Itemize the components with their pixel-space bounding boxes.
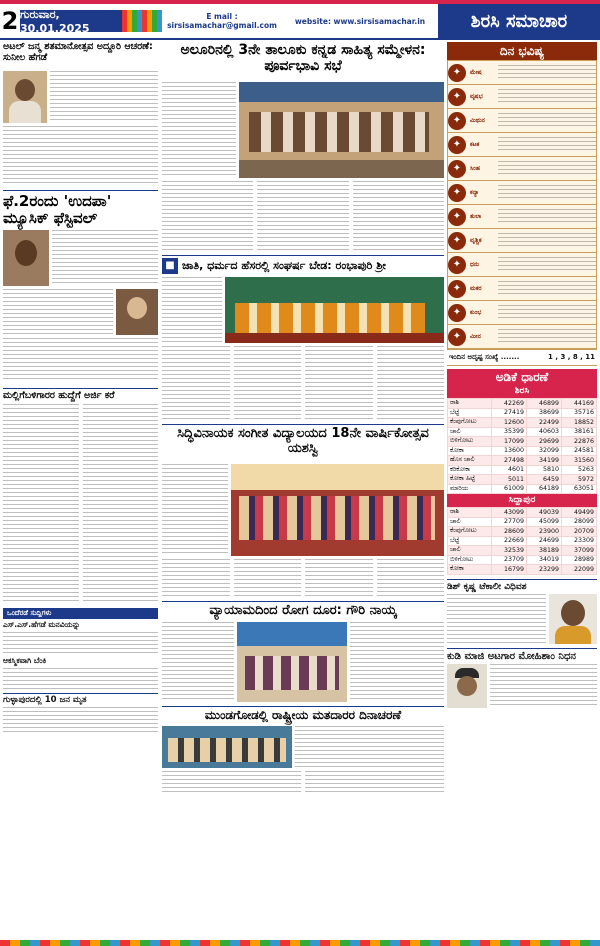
zodiac-name: ಕನ್ಯಾ [470, 188, 479, 196]
center-column [162, 42, 444, 938]
horoscope-text [498, 329, 596, 345]
rate-value: 35399 [492, 427, 527, 437]
zodiac-icon: ✦ [448, 160, 466, 178]
rate-value: 29699 [527, 437, 562, 447]
zodiac-name: ಮೀನ [470, 332, 481, 340]
headline-marker-icon: ■ [162, 258, 178, 274]
article-text [162, 559, 230, 597]
article-text [447, 594, 546, 644]
rate-value: 5263 [562, 465, 597, 475]
health-event-photo [237, 622, 347, 702]
article-text [3, 289, 113, 335]
variety-name: ಬಿಳಿಗೋಟು [448, 555, 492, 565]
right-column [447, 42, 597, 938]
article-text [83, 404, 159, 604]
article-text [162, 181, 253, 251]
article-text [3, 668, 158, 690]
horoscope-row [448, 109, 596, 133]
rate-value: 35716 [562, 408, 597, 418]
rate-value: 38699 [527, 408, 562, 418]
voters-day-photo [162, 726, 292, 768]
horoscope-row [448, 85, 596, 109]
horoscope-text [498, 89, 596, 105]
article-text [162, 82, 236, 178]
rambhapuri-headline: ಜಾತಿ, ಧರ್ಮದ ಹೆಸರಲ್ಲಿ ಸಂಘರ್ಷ ಬೇಡ: ರಂಭಾಪುರಿ ಶ್ರೀ [182, 258, 386, 272]
website-address: website: www.sirsisamachar.in [294, 16, 426, 26]
rate-value: 12600 [492, 418, 527, 428]
horoscope-text [498, 233, 596, 249]
masthead [0, 4, 600, 40]
rate-row [448, 418, 597, 428]
vyayama-headline: ವ್ಯಾಯಾಮದಿಂದ ರೋಗ ದೂರ: ಗೌರಿ ನಾಯ್ಕ [162, 601, 444, 619]
horoscope-row [448, 133, 596, 157]
horoscope-row [448, 157, 596, 181]
rate-row [448, 427, 597, 437]
rate-value: 27419 [492, 408, 527, 418]
article-text [295, 726, 444, 768]
rate-value: 24699 [527, 536, 562, 546]
musician-photo [116, 289, 158, 335]
article-text [305, 346, 373, 420]
zodiac-icon: ✦ [448, 208, 466, 226]
variety-name: ರಾಶಿ [448, 508, 492, 518]
horoscope-text [498, 113, 596, 129]
rate-value: 49039 [527, 508, 562, 518]
rate-value: 23299 [527, 565, 562, 575]
anniversary-stage-photo [231, 464, 444, 556]
article-text [234, 559, 302, 597]
siddapur-rates-table [447, 507, 597, 575]
zodiac-icon: ✦ [448, 280, 466, 298]
horoscope-row [448, 181, 596, 205]
article-text [234, 346, 302, 420]
rate-value: 24581 [562, 446, 597, 456]
zodiac-name: ವೃಷಭ [470, 92, 483, 100]
atal-headline: ಅಟಲ್ ಜನ್ಮ ಶತಮಾನೋತ್ಸವ ಅದ್ದೂರಿ ಆಚರಣೆ: ಸುನೀಲ ಹೆಗಡೆ [3, 41, 153, 63]
obituary-photo [549, 594, 597, 644]
rate-value: 32539 [492, 546, 527, 556]
rate-row [448, 546, 597, 556]
zodiac-name: ವೃಶ್ಚಿಕ [470, 236, 482, 244]
zodiac-icon: ✦ [448, 88, 466, 106]
rate-value: 49499 [562, 508, 597, 518]
article-text [3, 338, 158, 382]
rate-value: 61009 [492, 484, 527, 494]
variety-name: ಬೆಟ್ಟೆ [448, 408, 492, 418]
brief-headline: ಎಸ್.ಎಸ್.ಹೆಗಡೆ ಮನವಿಯನ್ನು [3, 620, 81, 630]
zodiac-icon: ✦ [448, 304, 466, 322]
article-text [377, 559, 445, 597]
page-number: 2 [1, 7, 19, 35]
rate-value: 27498 [492, 456, 527, 466]
horoscope-row [448, 253, 596, 277]
rate-row [448, 465, 597, 475]
left-column [3, 42, 158, 938]
rate-row [448, 446, 597, 456]
article-text [305, 771, 444, 795]
rate-row [448, 527, 597, 537]
arecanut-rates-title: ಅಡಿಕೆ ಧಾರಣೆ [447, 369, 597, 385]
rate-value: 28989 [562, 555, 597, 565]
rate-value: 64189 [527, 484, 562, 494]
sirsi-rates-table [447, 398, 597, 494]
horoscope-row [448, 229, 596, 253]
zodiac-name: ಸಿಂಹ [470, 164, 481, 172]
rate-value: 44169 [562, 399, 597, 409]
obituary-headline: ಡಿಶ್ ಕೃಷ್ಣ ಟೆಕಾಲೀ ವಿಧಿವಶ [447, 579, 597, 592]
article-text [377, 346, 445, 420]
zodiac-icon: ✦ [448, 136, 466, 154]
article-text [353, 181, 444, 251]
swamiji-event-photo [225, 277, 444, 343]
rate-value: 38189 [527, 546, 562, 556]
rate-value: 5972 [562, 475, 597, 485]
rate-value: 5810 [527, 465, 562, 475]
rate-value: 28609 [492, 527, 527, 537]
zodiac-name: ಮಿಥುನ [470, 116, 485, 124]
lucky-label: ಇಂದಿನ ಅದೃಷ್ಟ ಸಂಖ್ಯೆ ....... [449, 353, 520, 361]
rate-value: 13600 [492, 446, 527, 456]
horoscope-text [498, 185, 596, 201]
sirsi-market-label: ಶಿರಸಿ [447, 385, 597, 398]
article-text [3, 404, 79, 604]
horoscope-text [498, 209, 596, 225]
brief-headline: ಆಕಸ್ಮಿಕವಾಗಿ ಬೆಂಕಿ [3, 656, 47, 666]
zodiac-icon: ✦ [448, 112, 466, 130]
horoscope-list [447, 60, 597, 350]
rate-value: 18852 [562, 418, 597, 428]
zodiac-name: ಮೇಷ [470, 68, 482, 76]
zodiac-icon: ✦ [448, 184, 466, 202]
horoscope-text [498, 305, 596, 321]
variety-name: ಕರಿಕೋಕಾ [448, 465, 492, 475]
horoscope-row [448, 61, 596, 85]
lucky-numbers: 1 , 3 , 8 , 11 [548, 353, 595, 361]
udapa-headline: ಫೆ.2ರಂದು 'ಉದಪಾ' ಮ್ಯೂಸಿಕ್ ಫೆಸ್ಟಿವಲ್ [3, 190, 158, 228]
variety-name: ಮಾರಿಯ [448, 484, 492, 494]
variety-name: ಚಾಲಿ [448, 517, 492, 527]
rate-value: 5011 [492, 475, 527, 485]
zodiac-icon: ✦ [448, 328, 466, 346]
bottom-color-strip [0, 940, 600, 946]
article-text [162, 771, 301, 795]
horoscope-text [498, 65, 596, 81]
rate-value: 22669 [492, 536, 527, 546]
rate-value: 46899 [527, 399, 562, 409]
zodiac-name: ಕಟಕ [470, 140, 480, 148]
rate-value: 23709 [492, 555, 527, 565]
rate-row [448, 456, 597, 466]
rate-value: 42269 [492, 399, 527, 409]
sangeetha-headline: ಸಿದ್ಧಿವಿನಾಯಕ ಸಂಗೀತ ವಿದ್ಯಾಲಯದ 18ನೇ ವಾರ್ಷಿಕೋತ್ಸವ ಯಶಸ್ವಿ [162, 424, 444, 464]
horoscope-row [448, 205, 596, 229]
article-text [162, 464, 228, 556]
variety-name: ಚಾಲಿ [448, 427, 492, 437]
zodiac-name: ಮಕರ [470, 284, 482, 292]
article-text [350, 622, 444, 702]
rate-row [448, 408, 597, 418]
rate-value: 37099 [562, 546, 597, 556]
horoscope-text [498, 281, 596, 297]
variety-name: ಬಿಳಿಗೋಟು [448, 437, 492, 447]
rate-value: 6459 [527, 475, 562, 485]
rate-row [448, 555, 597, 565]
article-text [490, 664, 597, 708]
zodiac-name: ತುಲಾ [470, 212, 482, 220]
rate-row [448, 565, 597, 575]
color-stripes [122, 10, 162, 32]
zodiac-icon: ✦ [448, 256, 466, 274]
newspaper-brand: ಶಿರಸಿ ಸಮಾಚಾರ [438, 4, 600, 38]
article-text [3, 632, 158, 654]
horoscope-text [498, 257, 596, 273]
variety-name: ಕೋಕಾ [448, 565, 492, 575]
horoscope-text [498, 137, 596, 153]
briefs-bar: ಒಂದೆರಡೆ ಸುದ್ದಿಗಳು [3, 608, 158, 619]
article-text [162, 277, 222, 343]
article-text [52, 230, 158, 286]
variety-name: ಕೋಕಾ ಹಿಟ್ಟೆ [448, 475, 492, 485]
rate-value: 17099 [492, 437, 527, 447]
rate-value: 31560 [562, 456, 597, 466]
rate-value: 23309 [562, 536, 597, 546]
zodiac-icon: ✦ [448, 64, 466, 82]
rate-row [448, 484, 597, 494]
obituary2-headline: ಕುಡಿ ಮಾಜಿ ಅಟಗಾರ ಮೋಹಿಶಾಂ ನಿಧನ [447, 648, 597, 663]
article-text [305, 559, 373, 597]
horoscope-text [498, 161, 596, 177]
rate-value: 38161 [562, 427, 597, 437]
rate-value: 28099 [562, 517, 597, 527]
rate-value: 43099 [492, 508, 527, 518]
lucky-number-row [447, 350, 597, 366]
jobs-headline: ಮಲ್ಲಿಗೆಬಳಿಗಾರರ ಹುದ್ದೆಗೆ ಅರ್ಜಿ ಕರೆ [3, 388, 158, 402]
matadaara-headline: ಮುಂಡಗೋಡಲ್ಲಿ ರಾಷ್ಟ್ರೀಯ ಮತದಾರರ ದಿನಾಚರಣೆ [162, 706, 444, 723]
variety-name: ಚಾಲಿ [448, 546, 492, 556]
article-text [162, 622, 234, 702]
obituary2-photo [447, 664, 487, 708]
horoscope-row [448, 301, 596, 325]
rate-value: 22876 [562, 437, 597, 447]
zodiac-name: ಕುಂಭ [470, 308, 482, 316]
rate-value: 32099 [527, 446, 562, 456]
rate-value: 23900 [527, 527, 562, 537]
rate-value: 22499 [527, 418, 562, 428]
sunil-hegde-photo [3, 71, 47, 123]
rate-value: 34019 [527, 555, 562, 565]
zodiac-name: ಧನು [470, 260, 480, 268]
rate-row [448, 517, 597, 527]
article-text [3, 707, 158, 733]
variety-name: ಕೋಕಾ [448, 446, 492, 456]
rate-value: 40603 [527, 427, 562, 437]
article-text [50, 71, 158, 123]
singer-photo [3, 230, 49, 286]
article-text [257, 181, 348, 251]
variety-name: ಕೆಂಪುಗೋಟು [448, 418, 492, 428]
rate-value: 34199 [527, 456, 562, 466]
rate-row [448, 508, 597, 518]
rate-value: 22099 [562, 565, 597, 575]
rate-value: 27709 [492, 517, 527, 527]
horoscope-title: ದಿನ ಭವಿಷ್ಯ [447, 42, 597, 60]
variety-name: ಕೆಂಪುಗೋಟು [448, 527, 492, 537]
rate-row [448, 437, 597, 447]
rate-value: 63051 [562, 484, 597, 494]
zodiac-icon: ✦ [448, 232, 466, 250]
sammelana-headline: ಅಲೂರಿನಲ್ಲಿ 3ನೇ ತಾಲೂಕು ಕನ್ನಡ ಸಾಹಿತ್ಯ ಸಮ್ಮೇಳನ: ಪೂರ್ವಭಾವಿ ಸಭೆ [180, 42, 426, 75]
variety-name: ರಾಶಿ [448, 399, 492, 409]
meeting-photo [239, 82, 444, 178]
issue-date: ಗುರುವಾರ, 30.01.2025 [20, 10, 122, 32]
variety-name: ಬೆಟ್ಟೆ [448, 536, 492, 546]
rate-row [448, 536, 597, 546]
rate-row [448, 399, 597, 409]
rate-row [448, 475, 597, 485]
rate-value: 45099 [527, 517, 562, 527]
variety-name: ಹೊಸ ಚಾಲಿ [448, 456, 492, 466]
email-address: E mail : sirsisamachar@gmail.com [167, 12, 277, 30]
rate-value: 4601 [492, 465, 527, 475]
deaths-headline: ಗುಳ್ಳಾಪುರದಲ್ಲಿ 10 ಜನ ಮೃತ [3, 693, 158, 706]
rate-value: 20709 [562, 527, 597, 537]
siddapur-market-label: ಸಿದ್ದಾಪುರ [447, 494, 597, 507]
article-text [3, 126, 158, 184]
horoscope-row [448, 277, 596, 301]
horoscope-row [448, 325, 596, 349]
article-text [162, 346, 230, 420]
rate-value: 16799 [492, 565, 527, 575]
